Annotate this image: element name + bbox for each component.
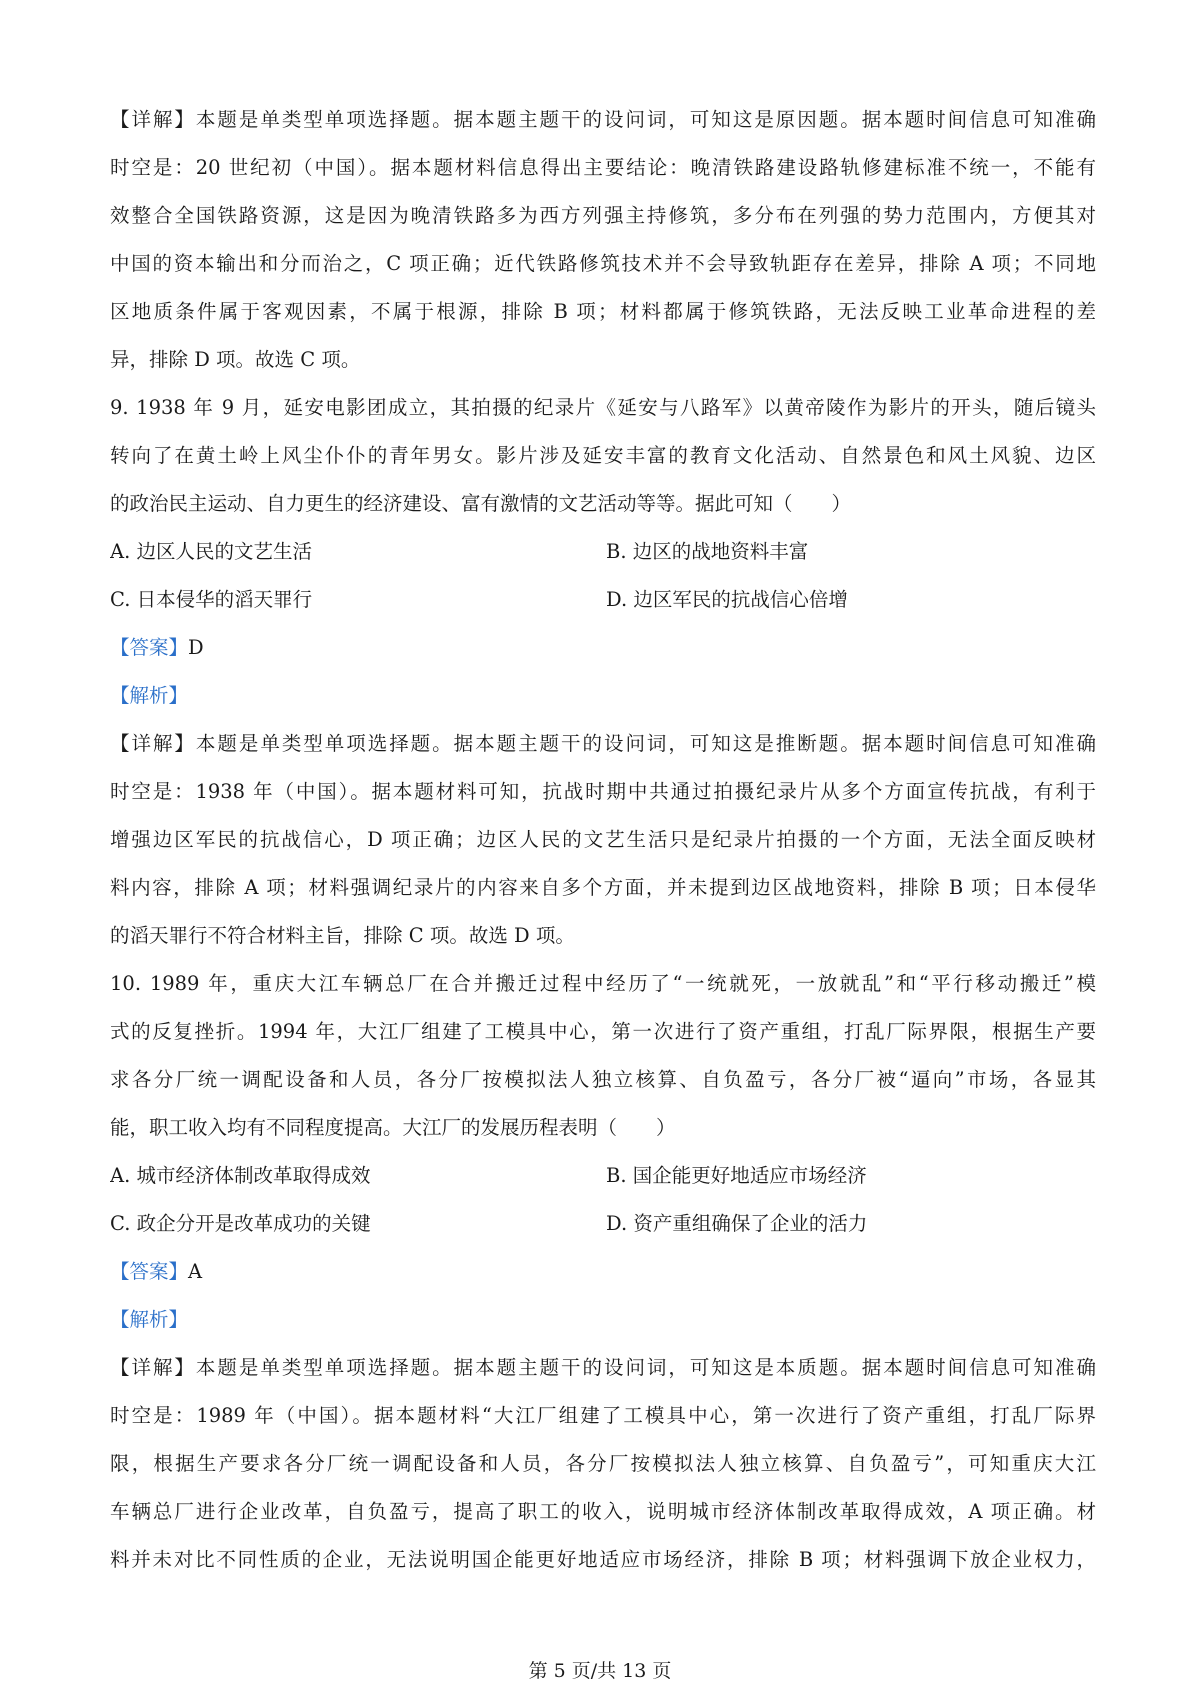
answer-line	[110, 624, 1096, 672]
paragraph-line: 效整合全国铁路资源，这是因为晚清铁路多为西方列强主持修筑，多分布在列强的势力范围内，方便其对	[110, 204, 1096, 227]
options-row	[110, 528, 1096, 576]
options-row	[110, 576, 1096, 624]
option-a: A. 边区人民的文艺生活	[110, 540, 312, 563]
q8-explanation	[110, 96, 1096, 384]
analysis-label: 【解析】	[110, 684, 189, 707]
analysis-line	[110, 672, 1096, 720]
question-stem-line: 求各分厂统一调配设备和人员，各分厂按模拟法人独立核算、自负盈亏，各分厂被“逼向”市场，各显其	[110, 1068, 1096, 1091]
options-row	[110, 1152, 1096, 1200]
paragraph-line: 异，排除 D 项。故选 C 项。	[110, 348, 361, 371]
option-b: B. 边区的战地资料丰富	[606, 540, 809, 563]
paragraph-line: 限，根据生产要求各分厂统一调配设备和人员，各分厂按模拟法人独立核算、自负盈亏”，可知重庆大江	[110, 1452, 1096, 1475]
option-c: C. 政企分开是改革成功的关键	[110, 1212, 371, 1235]
answer-value: D	[188, 636, 204, 659]
answer-line	[110, 1248, 1096, 1296]
option-d: D. 边区军民的抗战信心倍增	[606, 588, 848, 611]
option-b: B. 国企能更好地适应市场经济	[606, 1164, 867, 1187]
question-10	[110, 960, 1096, 1584]
option-c: C. 日本侵华的滔天罪行	[110, 588, 313, 611]
paragraph-line: 料并未对比不同性质的企业，无法说明国企能更好地适应市场经济，排除 B 项；材料强调下放企业权力，	[110, 1548, 1096, 1571]
paragraph-line: 料内容，排除 A 项；材料强调纪录片的内容来自多个方面，并未提到边区战地资料，排除 B 项；日本侵华	[110, 876, 1096, 899]
analysis-label: 【解析】	[110, 1308, 189, 1331]
answer-value: A	[188, 1260, 203, 1283]
analysis-line	[110, 1296, 1096, 1344]
question-stem-line: 转向了在黄土岭上风尘仆仆的青年男女。影片涉及延安丰富的教育文化活动、自然景色和风土风貌、边区	[110, 444, 1096, 467]
paragraph-line: 【详解】本题是单类型单项选择题。据本题主题干的设问词，可知这是原因题。据本题时间信息可知准确	[110, 108, 1096, 131]
question-stem-line: 式的反复挫折。1994 年，大江厂组建了工模具中心，第一次进行了资产重组，打乱厂际界限，根据生产要	[110, 1020, 1096, 1043]
question-stem-line: 10. 1989 年，重庆大江车辆总厂在合并搬迁过程中经历了“一统就死，一放就乱”和“平行移动搬迁”模	[110, 972, 1096, 995]
paragraph-line: 时空是：1989 年（中国）。据本题材料“大江厂组建了工模具中心，第一次进行了资产重组，打乱厂际界	[110, 1404, 1096, 1427]
question-stem-line: 9. 1938 年 9 月，延安电影团成立，其拍摄的纪录片《延安与八路军》以黄帝陵作为影片的开头，随后镜头	[110, 396, 1096, 419]
paragraph-line: 中国的资本输出和分而治之，C 项正确；近代铁路修筑技术并不会导致轨距存在差异，排除 A 项；不同地	[110, 252, 1096, 275]
paragraph-line: 区地质条件属于客观因素，不属于根源，排除 B 项；材料都属于修筑铁路，无法反映工业革命进程的差	[110, 300, 1096, 323]
option-a: A. 城市经济体制改革取得成效	[110, 1164, 371, 1187]
question-stem-line: 能，职工收入均有不同程度提高。大江厂的发展历程表明（ ）	[110, 1116, 676, 1139]
paragraph-line: 【详解】本题是单类型单项选择题。据本题主题干的设问词，可知这是推断题。据本题时间信息可知准确	[110, 732, 1096, 755]
paragraph-line: 【详解】本题是单类型单项选择题。据本题主题干的设问词，可知这是本质题。据本题时间信息可知准确	[110, 1356, 1096, 1379]
options-row	[110, 1200, 1096, 1248]
question-stem-line: 的政治民主运动、自力更生的经济建设、富有激情的文艺活动等等。据此可知（ ）	[110, 492, 852, 515]
paragraph-line: 时空是：20 世纪初（中国）。据本题材料信息得出主要结论：晚清铁路建设路轨修建标准不统一，不能有	[110, 156, 1096, 179]
option-d: D. 资产重组确保了企业的活力	[606, 1212, 868, 1235]
question-9	[110, 384, 1096, 960]
page-content	[110, 96, 1096, 1584]
paragraph-line: 增强边区军民的抗战信心，D 项正确；边区人民的文艺生活只是纪录片拍摄的一个方面，无法全面反映材	[110, 828, 1096, 851]
paragraph-line: 的滔天罪行不符合材料主旨，排除 C 项。故选 D 项。	[110, 924, 575, 947]
page-number: 第 5 页/共 13 页	[528, 1660, 672, 1682]
answer-label: 【答案】	[110, 636, 189, 659]
paragraph-line: 时空是：1938 年（中国）。据本题材料可知，抗战时期中共通过拍摄纪录片从多个方面宣传抗战，有利于	[110, 780, 1096, 803]
answer-label: 【答案】	[110, 1260, 189, 1283]
paragraph-line: 车辆总厂进行企业改革，自负盈亏，提高了职工的收入，说明城市经济体制改革取得成效，A 项正确。材	[110, 1500, 1096, 1523]
